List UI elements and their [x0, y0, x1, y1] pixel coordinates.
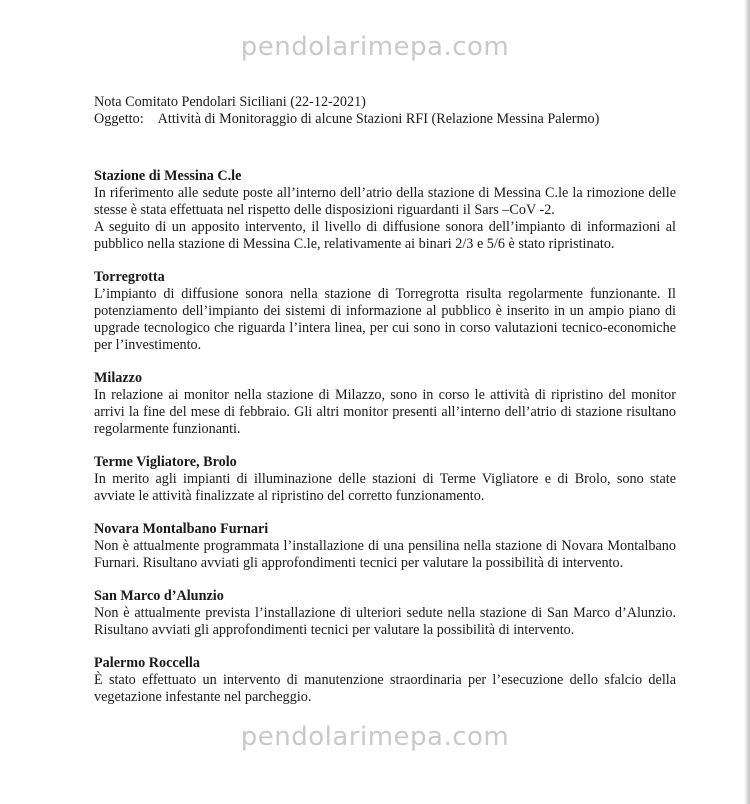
note-line: Nota Comitato Pendolari Siciliani (22-12-2021): [94, 94, 366, 110]
section-title: Palermo Roccella: [94, 655, 200, 671]
section-paragraph: Non è attualmente programmata l’installazione di una pensilina nella stazione di Novara Montalbano Furnari. Risultano avviati gli approfondimenti tecnici per valutare la possibilità di intervento.: [94, 538, 676, 571]
subject-line: [94, 111, 676, 128]
subject-text: Attività di Monitoraggio di alcune Stazioni RFI (Relazione Messina Palermo): [157, 111, 600, 127]
watermark-bottom: pendolarimepa.com: [240, 722, 510, 752]
watermark-top: pendolarimepa.com: [240, 32, 510, 62]
section-paragraph: L’impianto di diffusione sonora nella stazione di Torregrotta risulta regolarmente funzionante. Il potenziamento dell’impianto dei sistemi di informazione al pubblico è inserito in un ampio piano di upgrade tecnologico che riguarda l’intera linea, per cui sono in corso valutazioni tecnico-economiche per l’investimento.: [94, 286, 676, 353]
section-paragraph: In relazione ai monitor nella stazione di Milazzo, sono in corso le attività di ripristino del monitor arrivi la fine del mese di febbraio. Gli altri monitor presenti all’interno dell’atrio di stazione risultano regolarmente funzionanti.: [94, 387, 676, 437]
section-title: Milazzo: [94, 370, 143, 386]
document-body: [94, 94, 676, 706]
section-messina: [94, 168, 676, 253]
section-novara-montalbano-furnari: [94, 521, 676, 572]
section-terme-vigliatore-brolo: [94, 454, 676, 505]
spacer: [94, 128, 676, 168]
section-title: Torregrotta: [94, 269, 165, 285]
section-title: Stazione di Messina C.le: [94, 168, 242, 184]
section-paragraph: Non è attualmente prevista l’installazione di ulteriori sedute nella stazione di San Marco d’Alunzio. Risultano avviati gli approfondimenti tecnici per valutare la possibilità di intervento.: [94, 605, 676, 638]
section-paragraph: In riferimento alle sedute poste all’interno dell’atrio della stazione di Messina C.le la rimozione delle stesse è stata effettuata nel rispetto delle disposizioni riguardanti il Sars –CoV -2.: [94, 185, 676, 218]
section-milazzo: [94, 370, 676, 438]
section-torregrotta: [94, 269, 676, 354]
section-palermo-roccella: [94, 655, 676, 706]
subject-label: Oggetto:: [94, 111, 144, 127]
section-title: San Marco d’Alunzio: [94, 588, 224, 604]
section-title: Terme Vigliatore, Brolo: [94, 454, 237, 470]
section-paragraph: In merito agli impianti di illuminazione delle stazioni di Terme Vigliatore e di Brolo, sono state avviate le attività finalizzate al ripristino del corretto funzionamento.: [94, 471, 676, 504]
section-san-marco-dalunzio: [94, 588, 676, 639]
section-paragraph: È stato effettuato un intervento di manutenzione straordinaria per l’esecuzione dello sfalcio della vegetazione infestante nel parcheggio.: [94, 672, 676, 705]
section-title: Novara Montalbano Furnari: [94, 521, 269, 537]
section-paragraph: A seguito di un apposito intervento, il livello di diffusione sonora dell’impianto di informazioni al pubblico nella stazione di Messina C.le, relativamente ai binari 2/3 e 5/6 è stato ripristinato.: [94, 219, 676, 252]
page-edge-shadow: [744, 0, 750, 804]
